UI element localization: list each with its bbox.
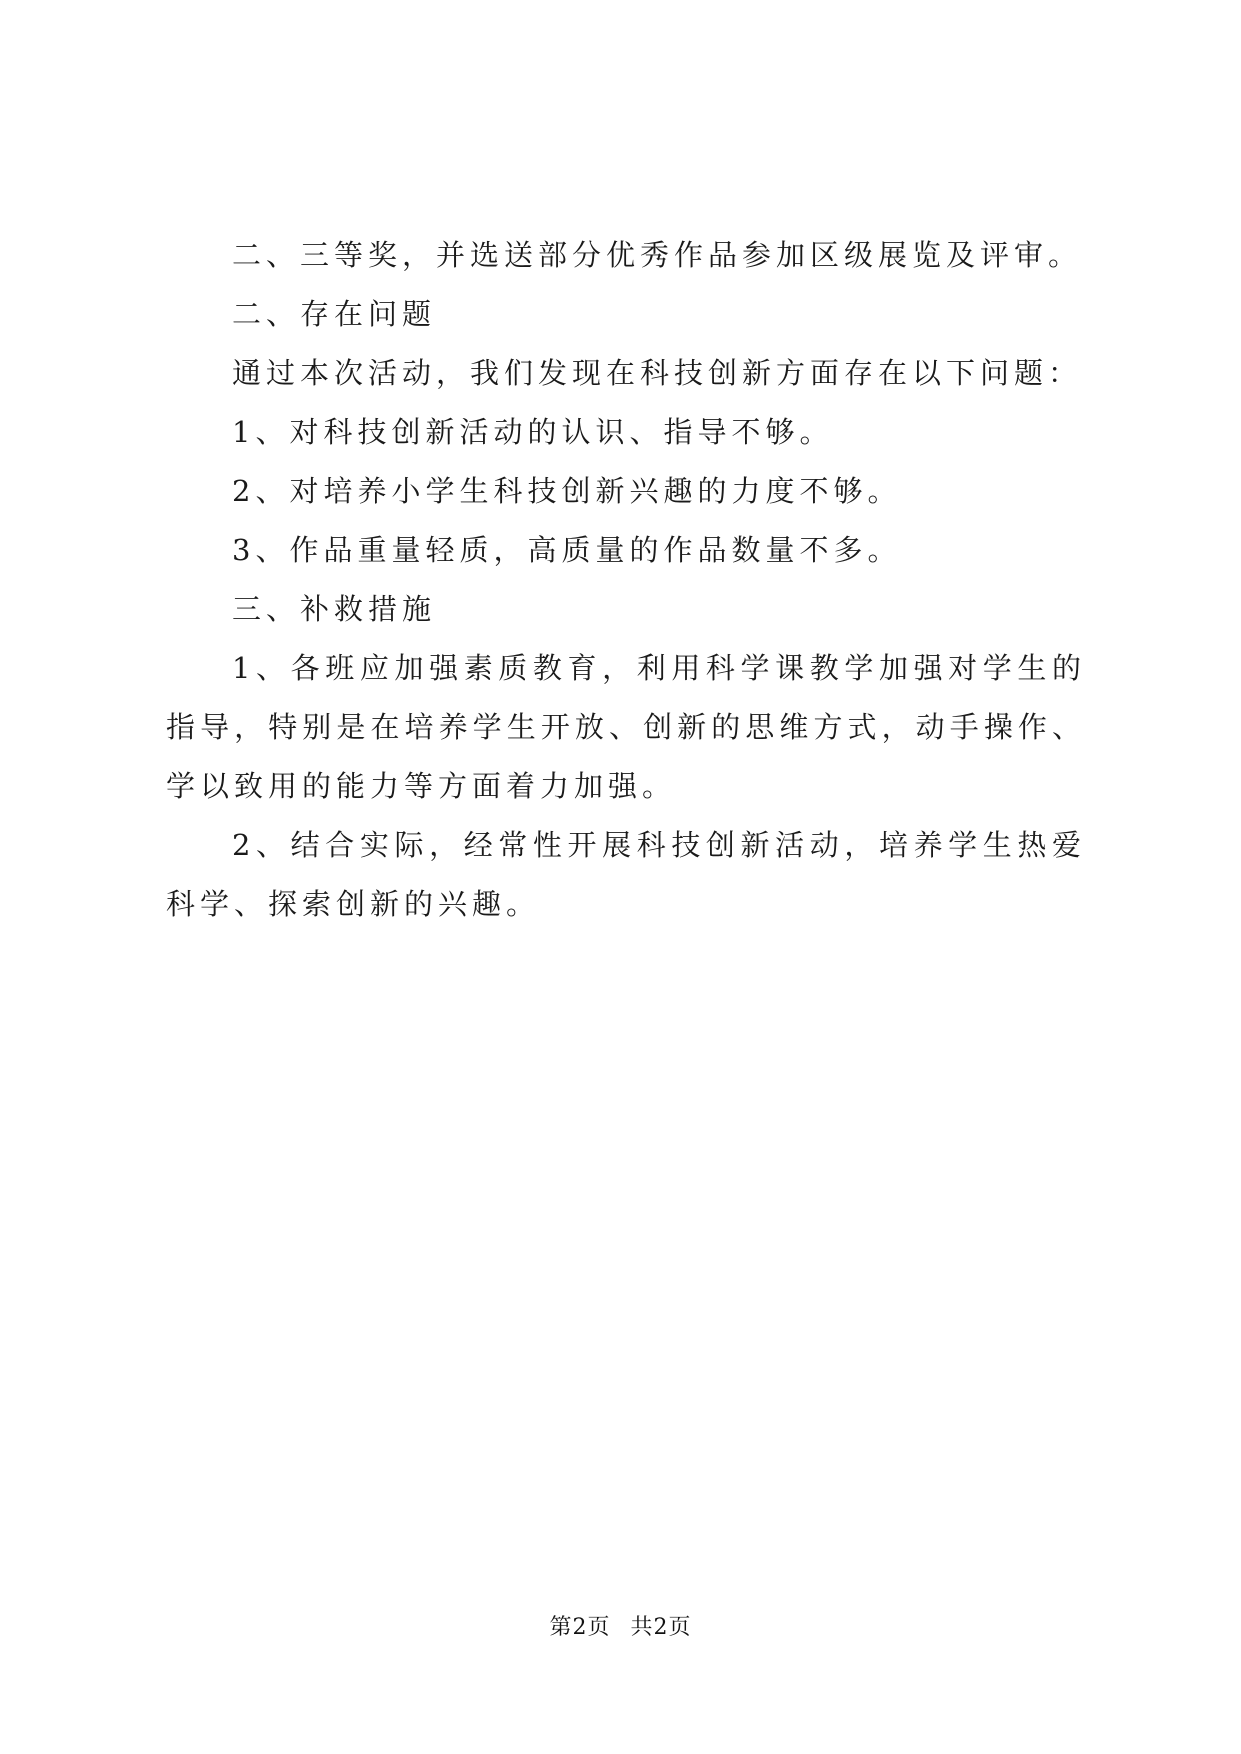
section-heading-remedies: 三、补救措施 [232, 592, 437, 626]
list-item-problem-1: 1、对科技创新活动的认识、指导不够。 [232, 415, 834, 449]
list-item-remedy-2: 2、结合实际，经常性开展科技创新活动，培养学生热爱科学、探索创新的兴趣。 [166, 828, 1086, 921]
section-heading-problems: 二、存在问题 [232, 297, 437, 331]
page-total: 共2页 [630, 1615, 692, 1640]
list-item-remedy-1: 1、各班应加强素质教育，利用科学课教学加强对学生的指导，特别是在培养学生开放、创新的思维方式，动手操作、学以致用的能力等方面着力加强。 [166, 651, 1086, 803]
list-item-problem-2: 2、对培养小学生科技创新兴趣的力度不够。 [232, 474, 902, 508]
list-item-problem-3: 3、作品重量轻质，高质量的作品数量不多。 [232, 533, 902, 567]
page-number: 第2页 [549, 1615, 611, 1640]
paragraph-problems-intro: 通过本次活动，我们发现在科技创新方面存在以下问题： [232, 356, 1083, 390]
page-footer [0, 1610, 1241, 1641]
document-body [166, 226, 1086, 934]
paragraph-award-continuation: 二、三等奖，并选送部分优秀作品参加区级展览及评审。 [232, 238, 1083, 272]
